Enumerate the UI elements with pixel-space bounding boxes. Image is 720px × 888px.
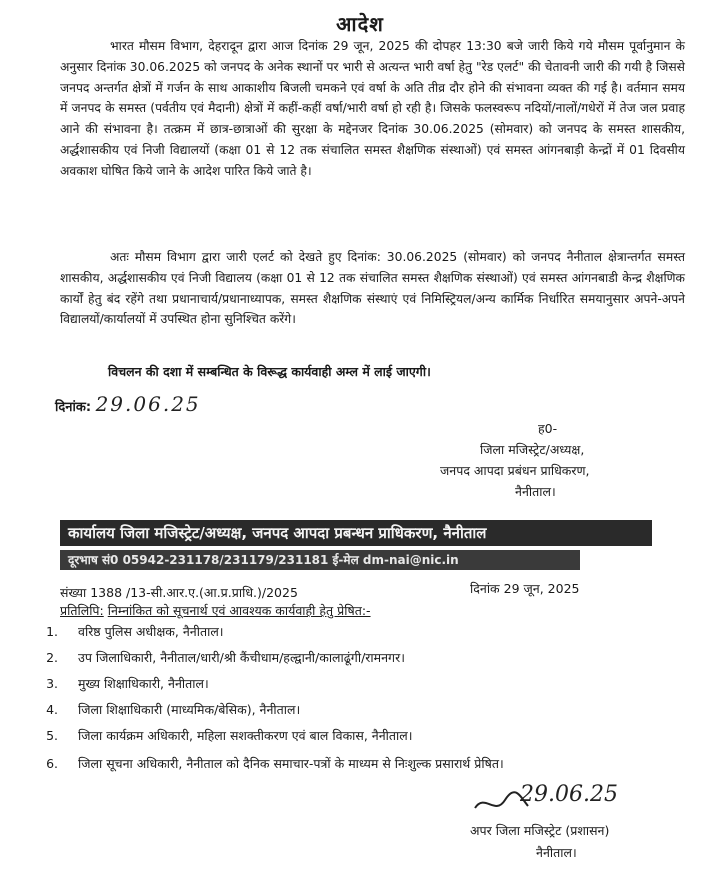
signature-block-dm bbox=[440, 418, 700, 502]
paragraph-1-text: भारत मौसम विभाग, देहरादून द्वारा आज दिनांक 29 जून, 2025 की दोपहर 13:30 बजे जारी किये गये मौसम पूर्वानुमान के अनुसार दिनांक 30.06.2025 को जनपद के अनेक स्थानों पर भारी से अत्यन्त भारी वर्षा हेतु "रेड एलर्ट" की चेतावनी जारी की गयी है जिससे जनपद अन्तर्गत क्षेत्रों में गर्जन के साथ आकाशीय बिजली चमकने एवं वर्षा के अति तीव्र दौर होने की संभावना व्यक्त की गई है। वर्तमान समय में जनपद के समस्त (पर्वतीय एवं मैदानी) क्षेत्रों में कहीं-कहीं वर्षा/भारी वर्षा हो रही है। जिसके फलस्वरूप नदियों/नालों/गधेरों में तेज जल प्रवाह आने की संभावना है। तत्क्रम में छात्र-छात्राओं की सुरक्षा के मद्देनजर दिनांक 30.06.2025 (सोमवार) को जनपद के समस्त शासकीय, अर्द्धशासकीय एवं निजी विद्यालयों (कक्षा 01 से 12 तक संचालित समस्त शैक्षणिक संस्थाओं) एवं समस्त आंगनबाड़ी केन्द्रों में 01 दिवसीय अवकाश घोषित किये जाने के आदेश पारित किये जाते है। bbox=[60, 39, 685, 178]
date-label: दिनांक: bbox=[55, 400, 92, 415]
list-item-text: जिला शिक्षाधिकारी (माध्यमिक/बेसिक), नैनीताल। bbox=[78, 702, 301, 717]
paragraph-3-text: विचलन की दशा में सम्बन्धित के विरूद्ध कार्यवाही अम्ल में लाई जाएगी। bbox=[108, 364, 431, 379]
recipient-list bbox=[28, 622, 688, 782]
signatory-title: जिला मजिस्ट्रेट/अध्यक्ष, bbox=[480, 442, 585, 457]
document-heading: आदेश bbox=[336, 12, 384, 36]
office-banner: कार्यालय जिला मजिस्ट्रेट/अध्यक्ष, जनपद आपदा प्रबन्धन प्राधिकरण, नैनीताल bbox=[60, 520, 652, 546]
paragraph-2-text: अतः मौसम विभाग द्वारा जारी एलर्ट को देखते हुए दिनांक: 30.06.2025 (सोमवार) को जनपद नैनीताल क्षेत्रान्तर्गत समस्त शासकीय, अर्द्धशासकीय एवं निजी विद्यालय (कक्षा 01 से 12 तक संचालित समस्त शैक्षणिक संस्थाओं) एवं समस्त आंगनबाडी केन्द्र शैक्षणिक कार्यों हेतु बंद रहेंगे तथा प्रधानाचार्य/प्रधानाध्यापक, समस्त शैक्षणिक संस्थाएं एवं निमिस्ट्रियल/अन्य कार्मिक निर्धारित समयानुसार अपने-अपने विद्यालयों/कार्यालयों में उपस्थित होना सुनिश्चित करेंगे। bbox=[60, 250, 685, 327]
reference-number: संख्या 1388 /13-सी.आर.ए.(आ.प्र.प्राधि.)/2025 bbox=[60, 585, 298, 600]
list-item bbox=[28, 622, 688, 642]
list-item bbox=[28, 648, 688, 668]
order-paragraph-2 bbox=[60, 247, 685, 330]
handwritten-date: 29.06.25 bbox=[95, 392, 201, 416]
signatory-place: नैनीताल। bbox=[515, 484, 556, 499]
signatory-authority: जनपद आपदा प्रबंधन प्राधिकरण, bbox=[440, 463, 590, 478]
copy-to-label bbox=[60, 602, 371, 619]
handwritten-signature-date: 29.06.25 bbox=[520, 782, 618, 807]
order-paragraph-3 bbox=[108, 362, 668, 383]
list-item-number: 3. bbox=[46, 676, 58, 691]
adm-place: नैनीताल। bbox=[536, 845, 577, 860]
list-item bbox=[28, 752, 688, 776]
list-item-number: 2. bbox=[46, 650, 58, 665]
list-item-text: उप जिलाधिकारी, नैनीताल/धारी/श्री कैंचीधाम/हल्द्वानी/कालाढूंगी/रामनगर। bbox=[78, 650, 405, 665]
order-paragraph-1 bbox=[60, 36, 685, 182]
list-item-number: 5. bbox=[46, 728, 58, 743]
order-date bbox=[55, 392, 201, 416]
list-item-text: जिला सूचना अधिकारी, नैनीताल को दैनिक समाचार-पत्रों के माध्यम से निःशुल्क प्रसारार्थ प्रेषित। bbox=[78, 756, 504, 771]
list-item-text: जिला कार्यक्रम अधिकारी, महिला सशक्तीकरण एवं बाल विकास, नैनीताल। bbox=[78, 728, 413, 743]
signed-mark: ह0- bbox=[538, 421, 558, 436]
reference-date: दिनांक 29 जून, 2025 bbox=[470, 581, 580, 596]
signature-block-adm bbox=[470, 820, 710, 864]
adm-title: अपर जिला मजिस्ट्रेट (प्रशासन) bbox=[470, 823, 610, 838]
list-item-number: 6. bbox=[46, 756, 58, 771]
list-item-text: वरिष्ठ पुलिस अधीक्षक, नैनीताल। bbox=[78, 624, 224, 639]
list-item-number: 4. bbox=[46, 702, 58, 717]
copy-prefix: प्रतिलिपि: bbox=[60, 603, 104, 618]
contact-line: दूरभाष सं0 05942-231178/231179/231181 ई-मेल dm-nai@nic.in bbox=[60, 550, 580, 570]
list-item-text: मुख्य शिक्षाधिकारी, नैनीताल। bbox=[78, 676, 209, 691]
copy-text: निम्नांकित को सूचनार्थ एवं आवश्यक कार्यवाही हेतु प्रेषित:- bbox=[107, 603, 371, 618]
list-item bbox=[28, 700, 688, 720]
list-item bbox=[28, 726, 688, 746]
list-item-number: 1. bbox=[46, 624, 58, 639]
list-item bbox=[28, 674, 688, 694]
